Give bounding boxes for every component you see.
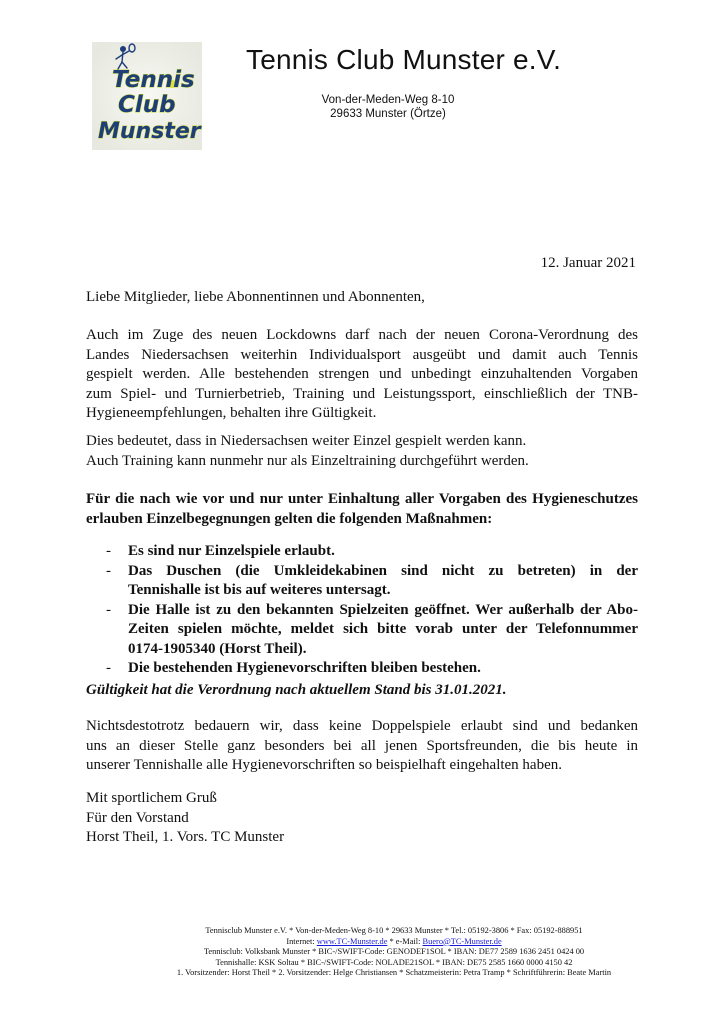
- tennis-player-logo-icon: [92, 42, 202, 150]
- list-dash: -: [106, 660, 111, 676]
- paragraph-meaning: [86, 432, 638, 471]
- logo-word-3: Munster: [98, 119, 201, 144]
- footer-address: Tennisclub Munster e.V. * Von-der-Meden-Weg 8-10 * 29633 Munster * Tel.: 05192-3806 * Fax: 05192-888951: [205, 926, 583, 935]
- list-item-line: Zeiten spielen möchte, meldet sich bitte vorab unter der Telefonnummer: [128, 621, 638, 637]
- closing-salutation: Mit sportlichem Gruß: [86, 790, 217, 806]
- list-item-line: Die Halle ist zu den bekannten Spielzeiten geöffnet. Wer außerhalb der Abo-: [128, 601, 638, 618]
- logo-word-2: Club: [118, 92, 176, 118]
- paragraph-line: zum Spiel- und Turnierbetrieb, Training und Leistungssport, einschließlich der TNB-: [86, 385, 638, 402]
- paragraph-line: gespielt werden. Alle bestehenden strengen und unbedingt einzuhaltenden Vorgaben: [86, 366, 638, 382]
- paragraph-line: Dies bedeutet, dass in Niedersachsen weiter Einzel gespielt werden kann.: [86, 433, 527, 449]
- list-item-line: 0174-1905340 (Horst Theil).: [128, 640, 307, 657]
- list-item-line: Tennishalle ist bis auf weiteres untersagt.: [128, 582, 391, 598]
- logo-word-1: Tennis: [112, 67, 195, 93]
- list-dash: -: [106, 543, 111, 559]
- list-dash: -: [106, 562, 111, 579]
- list-item: [86, 659, 638, 679]
- validity-notice: Gültigkeit hat die Verordnung nach aktuellem Stand bis 31.01.2021.: [86, 682, 507, 698]
- list-dash: -: [106, 601, 111, 618]
- letter-greeting: Liebe Mitglieder, liebe Abonnentinnen und Abonnenten,: [86, 289, 425, 305]
- club-address-street: Von-der-Meden-Weg 8-10: [321, 94, 455, 106]
- list-item-line: Die bestehenden Hygienevorschriften bleiben bestehen.: [128, 660, 481, 676]
- paragraph-line: unserer Tennishalle alle Hygienevorschriften so beispielhaft eingehalten haben.: [86, 757, 563, 773]
- list-item-line: Das Duschen (die Umkleidekabinen sind nicht zu betreten) in der: [128, 562, 638, 579]
- footer-board: 1. Vorsitzender: Horst Theil * 2. Vorsitzender: Helge Christiansen * Schatzmeisterin: Petra Tramp * Schriftführerin: Beate Martin: [176, 968, 612, 977]
- paragraph-lockdown: [86, 326, 638, 424]
- footer-email-label: * e-Mail:: [387, 936, 423, 946]
- paragraph-measures-intro: [86, 490, 638, 529]
- paragraph-line: Für die nach wie vor und nur unter Einhaltung aller Vorgaben des Hygieneschutzes: [86, 491, 638, 507]
- paragraph-line: Hygieneempfehlungen, behalten ihre Gültigkeit.: [86, 405, 377, 421]
- letter-footer: [94, 926, 694, 979]
- website-link[interactable]: www.TC-Munster.de: [316, 936, 388, 946]
- paragraph-thanks: [86, 717, 638, 776]
- letter-date: 12. Januar 2021: [540, 255, 636, 271]
- closing-signer: Horst Theil, 1. Vors. TC Munster: [86, 829, 285, 845]
- footer-contact: [94, 937, 694, 948]
- paragraph-line: erlauben Einzelbegegnungen gelten die folgenden Maßnahmen:: [86, 510, 493, 527]
- club-logo: [92, 42, 202, 150]
- club-name-heading: Tennis Club Munster e.V.: [246, 44, 562, 75]
- paragraph-line: Landes Niedersachsen weiterhin Individualsport ausgeübt und damit auch Tennis: [86, 346, 638, 363]
- list-item-line: Es sind nur Einzelspiele erlaubt.: [128, 543, 335, 559]
- paragraph-line: Auch Training kann nunmehr nur als Einzeltraining durchgeführt werden.: [86, 452, 529, 469]
- paragraph-line: Auch im Zuge des neuen Lockdowns darf nach der neuen Corona-Verordnung des: [86, 327, 638, 343]
- list-item: [86, 562, 638, 601]
- footer-bank-club: Tennisclub: Volksbank Munster * BIC-/SWIFT-Code: GENODEF1SOL * IBAN: DE77 2589 1636 2451 0424 00: [203, 947, 585, 956]
- closing-board: Für den Vorstand: [86, 809, 189, 826]
- club-address-city: 29633 Munster (Örtze): [330, 108, 446, 120]
- footer-bank-hall: Tennishalle: KSK Soltau * BIC-/SWIFT-Code: NOLADE21SOL * IBAN: DE75 2585 1660 0000 4150 42: [215, 957, 573, 967]
- measures-list: [86, 542, 638, 679]
- footer-internet-label: Internet:: [286, 936, 317, 946]
- paragraph-line: uns an dieser Stelle ganz besonders bei all jenen Sportsfreunden, die bis heute in: [86, 737, 638, 754]
- signature-block: [86, 789, 284, 848]
- email-link[interactable]: Buero@TC-Munster.de: [422, 936, 502, 946]
- list-item: [86, 601, 638, 660]
- paragraph-line: Nichtsdestotrotz bedauern wir, dass keine Doppelspiele erlaubt sind und bedanken: [86, 718, 638, 734]
- list-item: [86, 542, 638, 562]
